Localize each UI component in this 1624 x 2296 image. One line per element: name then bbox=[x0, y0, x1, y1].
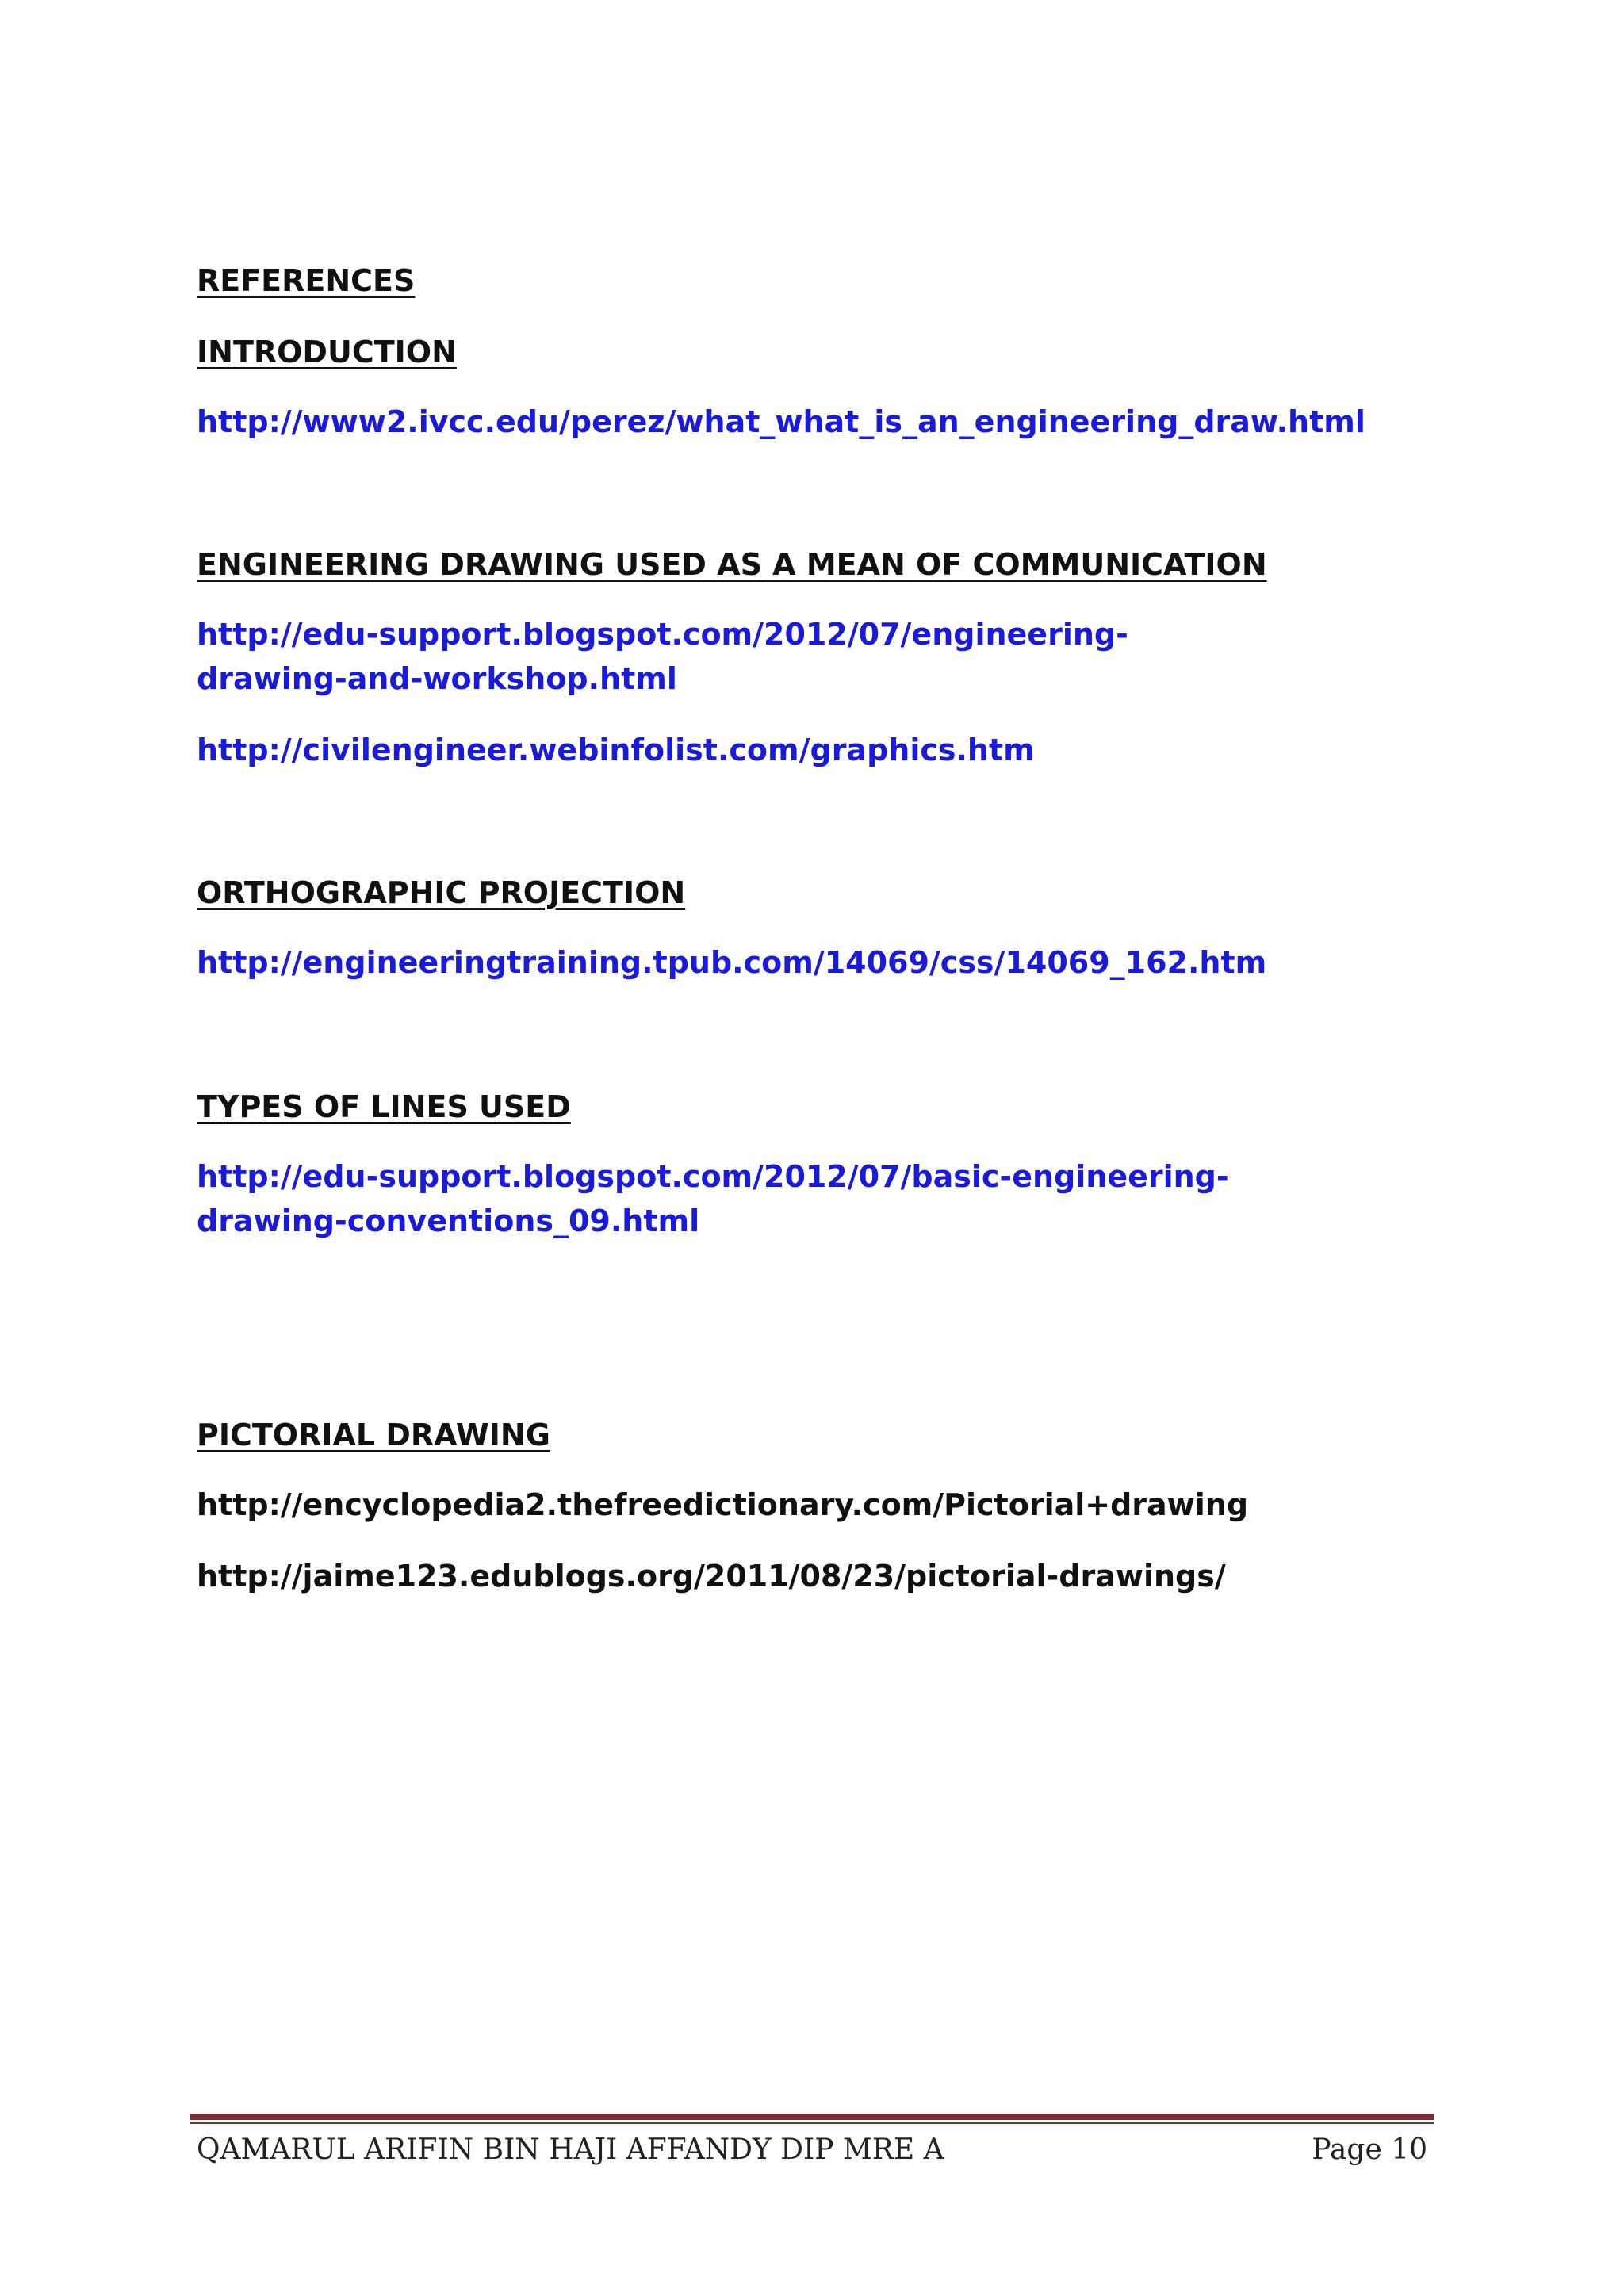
reference-link[interactable]: http://encyclopedia2.thefreedictionary.com/Pictorial+drawing bbox=[197, 1487, 1249, 1522]
references-title: REFERENCES bbox=[197, 263, 416, 298]
references-title-block bbox=[197, 262, 1434, 300]
section-pictorial bbox=[197, 1416, 1434, 1598]
section-heading: ORTHOGRAPHIC PROJECTION bbox=[197, 875, 686, 910]
section-introduction bbox=[197, 333, 1434, 444]
footer-divider-thick bbox=[190, 2114, 1434, 2120]
section-links bbox=[197, 1154, 1307, 1243]
reference-link[interactable]: http://jaime123.edublogs.org/2011/08/23/pictorial-drawings/ bbox=[197, 1559, 1226, 1594]
page-number: Page 10 bbox=[1312, 2133, 1427, 2166]
section-orthographic bbox=[197, 874, 1434, 985]
section-heading: ENGINEERING DRAWING USED AS A MEAN OF COMMUNICATION bbox=[197, 547, 1267, 582]
footer-divider-thin bbox=[190, 2122, 1434, 2124]
reference-link[interactable]: http://edu-support.blogspot.com/2012/07/basic-engineering-drawing-conventions_09.html bbox=[197, 1159, 1229, 1238]
section-heading: PICTORIAL DRAWING bbox=[197, 1418, 550, 1452]
section-heading: INTRODUCTION bbox=[197, 335, 457, 369]
reference-link[interactable]: http://www2.ivcc.edu/perez/what_what_is_an_engineering_draw.html bbox=[197, 404, 1365, 439]
footer-author: QAMARUL ARIFIN BIN HAJI AFFANDY DIP MRE A bbox=[197, 2133, 944, 2166]
section-heading: TYPES OF LINES USED bbox=[197, 1089, 571, 1124]
reference-link[interactable]: http://civilengineer.webinfolist.com/graphics.htm bbox=[197, 733, 1035, 767]
section-communication bbox=[197, 545, 1434, 772]
section-links bbox=[197, 940, 1434, 985]
section-links bbox=[197, 612, 1275, 772]
section-links bbox=[197, 400, 1434, 444]
reference-link[interactable]: http://engineeringtraining.tpub.com/14069/css/14069_162.htm bbox=[197, 945, 1267, 980]
section-links bbox=[197, 1483, 1434, 1598]
reference-link[interactable]: http://edu-support.blogspot.com/2012/07/engineering-drawing-and-workshop.html bbox=[197, 617, 1128, 696]
section-types-of-lines bbox=[197, 1088, 1434, 1243]
